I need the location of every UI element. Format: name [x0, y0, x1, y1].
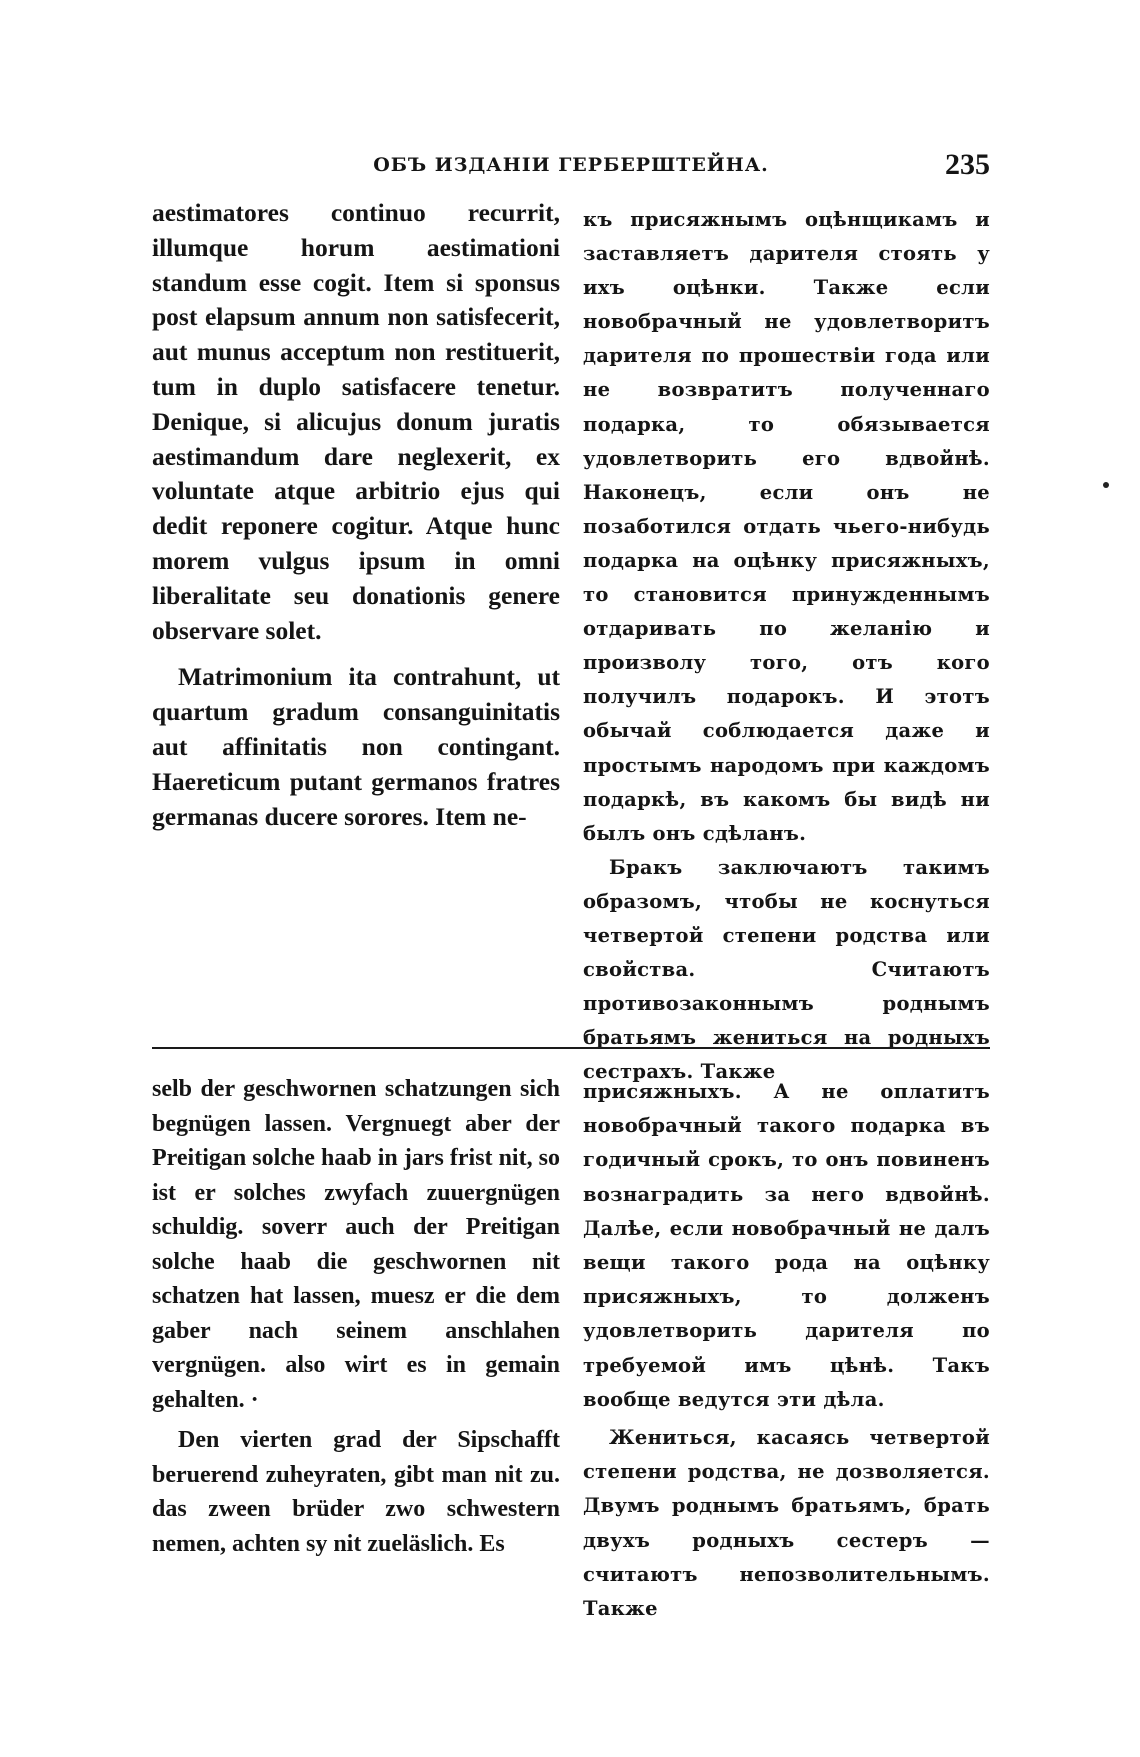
- footnote-divider: [152, 1047, 990, 1049]
- latin-column: [152, 196, 560, 834]
- russian-paragraph-2: Бракъ заключаютъ такимъ образомъ, чтобы не коснуться четвертой степени родства или свойства. Считаютъ противозаконнымъ роднымъ братьямъ жениться на родныхъ сестрахъ. Также: [583, 855, 990, 1084]
- german-paragraph-2: Den vierten grad der Sipschafft beruerend zuheyraten, gibt man nit zu. das zween brüder zwo schwestern nemen, achten sy nit zueläslich. Es: [152, 1427, 560, 1557]
- russian-footnote-paragraph-1: присяжныхъ. А не оплатитъ новобрачный такого подарка въ годичный срокъ, то онъ повиненъ вознаградить за него вдвойнѣ. Далѣе, если новобрачный не далъ вещи такого рода на оцѣнку присяжныхъ, то долженъ удовлетворить дарителя по требуемой имъ цѣнѣ. Такъ вообще ведутся эти дѣла.: [583, 1080, 990, 1411]
- running-title: ОБЪ ИЗДАНІИ ГЕРБЕРШТЕЙНА.: [373, 154, 769, 176]
- russian-footnote-paragraph-2: Жениться, касаясь четвертой степени родства, не дозволяется. Двумъ роднымъ братьямъ, брать двухъ родныхъ сестеръ — считаютъ непозволительнымъ. Также: [583, 1426, 990, 1621]
- russian-column: [583, 203, 990, 1089]
- german-paragraph-1: selb der geschwornen schatzungen sich begnügen lassen. Vergnuegt aber der Preitigan solche haab in jars frist nit, so ist er solches zwyfach zuuergnügen schuldig. soverr auch der Preitigan solche haab die geschwornen nit schatzen hat lassen, muesz er die dem gaber nach seinem anschlahen vergnügen. also wirt es in gemain gehalten. ·: [152, 1076, 560, 1413]
- page-number: 235: [945, 148, 990, 181]
- russian-paragraph-1: къ присяжнымъ оцѣнщикамъ и заставляетъ дарителя стоять у ихъ оцѣнки. Также если новобрачный не удовлетворитъ дарителя по прошествіи года или не возвратитъ полученнаго подарка, то обязывается удовлетворить его вдвойнѣ. Наконецъ, если онъ не позаботился отдать чьего-нибудь подарка на оцѣнку присяжныхъ, то становится принужденнымъ отдаривать по желанію и произволу того, отъ кого получилъ подарокъ. И этотъ обычай соблюдается даже и простымъ народомъ при каждомъ подаркѣ, въ какомъ бы видѣ ни былъ онъ сдѣланъ.: [583, 208, 990, 845]
- print-speck: [1103, 482, 1109, 488]
- latin-paragraph-1: aestimatores continuo recurrit, illumque horum aestimationi standum esse cogit. Item si sponsus post elapsum annum non satisfecerit, aut munus acceptum non restituerit, tum in duplo satisfacere tenetur. Denique, si alicujus donum juratis aestimandum dare neglexerit, ex voluntate atque arbitrio ejus qui dedit reponere cogitur. Atque hunc morem vulgus ipsum in omni liberalitate seu donationis genere observare solet.: [152, 198, 560, 645]
- running-head: [152, 150, 990, 186]
- german-footnote-column: [152, 1072, 560, 1561]
- latin-paragraph-2: Matrimonium ita contrahunt, ut quartum gradum consanguinitatis aut affinitatis non contingant. Haereticum putant germanos fratres germanas ducere sorores. Item ne-: [152, 662, 560, 831]
- russian-footnote-column: [583, 1075, 990, 1626]
